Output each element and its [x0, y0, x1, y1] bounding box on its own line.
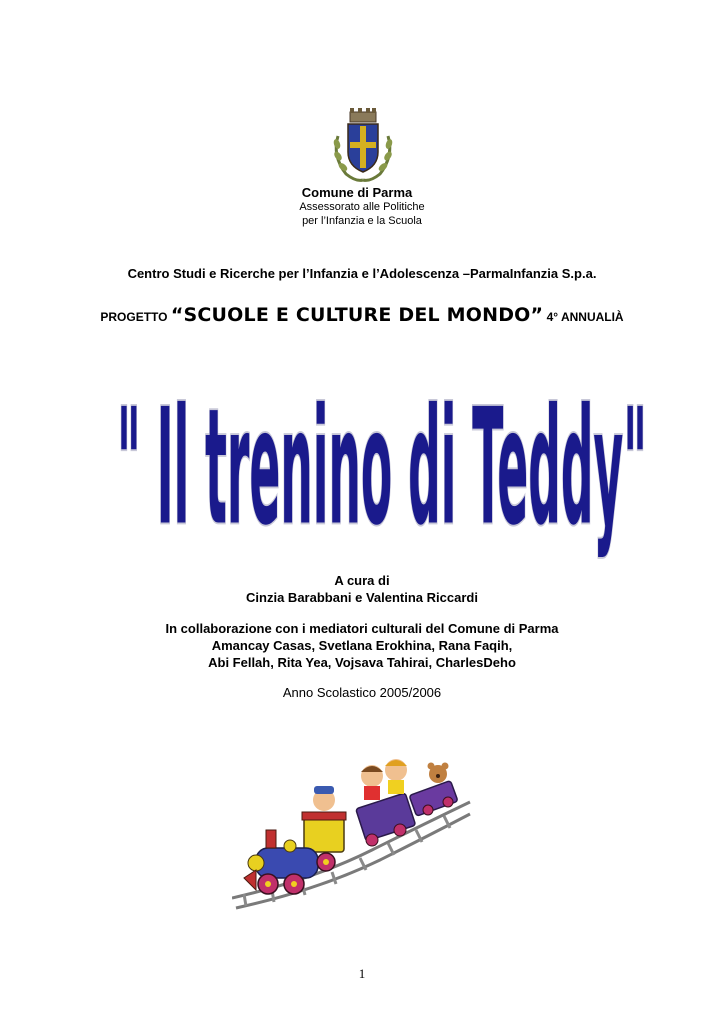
progetto-line — [0, 304, 724, 326]
collaboration-line-1: In collaborazione con i mediatori culturali del Comune di Parma — [165, 621, 559, 636]
collaboration-block — [0, 620, 724, 671]
organization-label: Comune di Parma — [301, 185, 413, 200]
coat-of-arms-logo — [328, 106, 398, 184]
credits-authors: Cinzia Barabbani e Valentina Riccardi — [246, 590, 478, 605]
department-line-2: per l’Infanzia e la Scuola — [302, 215, 422, 227]
train-illustration — [232, 740, 472, 912]
school-year: Anno Scolastico 2005/2006 — [282, 685, 442, 700]
department-block — [0, 200, 724, 228]
main-title — [110, 360, 655, 575]
collaboration-line-2: Amancay Casas, Svetlana Erokhina, Rana Faqih, — [211, 638, 513, 653]
credits-block — [0, 572, 724, 606]
centro-studi-line: Centro Studi e Ricerche per l’Infanzia e l’Adolescenza –ParmaInfanzia S.p.a. — [127, 266, 597, 281]
progetto-suffix: 4° ANNUALIÀ — [546, 310, 624, 324]
progetto-name: “SCUOLE E CULTURE DEL MONDO” — [170, 304, 544, 326]
main-title-text: " Il trenino di Teddy" — [117, 375, 647, 562]
collaboration-line-3: Abi Fellah, Rita Yea, Vojsava Tahirai, CharlesDeho — [208, 655, 516, 670]
page-number: 1 — [358, 966, 366, 981]
progetto-prefix: PROGETTO — [100, 310, 168, 324]
department-line-1: Assessorato alle Politiche — [299, 201, 425, 213]
credits-intro: A cura di — [334, 573, 390, 588]
organization-name — [0, 185, 724, 200]
